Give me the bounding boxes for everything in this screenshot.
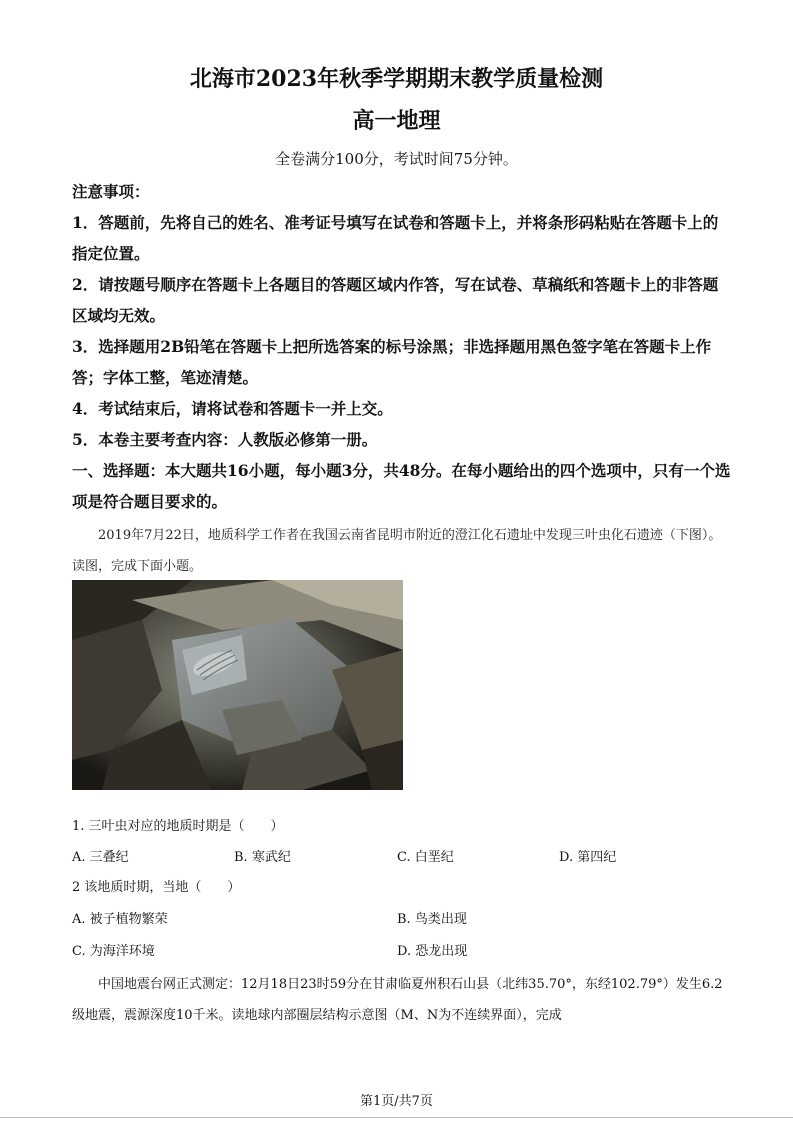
note-item-3: 3．选择题用2B铅笔在答题卡上把所选答案的标号涂黑；非选择题用黑色签字笔在答题卡上作答；字体工整，笔迹清楚。 [72,337,712,387]
q2-option-a[interactable]: A. 被子植物繁荣 [72,912,168,927]
note-item-5: 5．本卷主要考查内容：人教版必修第一册。 [72,430,378,449]
note-item-1: 1．答题前，先将自己的姓名、准考证号填写在试卷和答题卡上，并将条形码粘贴在答题卡上的指定位置。 [72,213,719,263]
q1-option-c[interactable]: C. 白垩纪 [397,850,454,865]
q1-option-d[interactable]: D. 第四纪 [559,850,617,865]
q1-option-b[interactable]: B. 寒武纪 [234,850,291,865]
q1-option-a[interactable]: A. 三叠纪 [72,850,129,865]
q2-option-c[interactable]: C. 为海洋环境 [72,944,155,959]
note-item-4: 4．考试结束后，请将试卷和答题卡一并上交。 [72,399,393,418]
trilobite-fossil-photo [72,580,403,790]
note-item-2: 2．请按题号顺序在答题卡上各题目的答题区域内作答，写在试卷、草稿纸和答题卡上的非答题区域均无效。 [72,275,719,325]
page-number: 第1页/共7页 [360,1094,433,1109]
bottom-rule [0,1117,793,1118]
section-heading: 一、选择题：本大题共16小题，每小题3分，共48分。在每小题给出的四个选项中，只有一个选项是符合题目要求的。 [72,461,731,511]
subject-title: 高一地理 [352,108,441,134]
notes-heading: 注意事项： [72,182,150,201]
question-1-stem: 1. 三叶虫对应的地质时期是（ ） [72,819,284,834]
question-2-stem: 2 该地质时期，当地（ ） [72,880,241,895]
passage-earthquake: 中国地震台网正式测定：12月18日23时59分在甘肃临夏州积石山县（北纬35.70°，东经102.79°）发生6.2级地震，震源深度10千米。读地球内部圈层结构示意图（M、N为不连续界面），完成 [72,977,723,1023]
exam-title: 北海市2023年秋季学期期末教学质量检测 [189,66,604,92]
exam-info: 全卷满分100分，考试时间75分钟。 [275,150,518,168]
passage-trilobite: 2019年7月22日，地质科学工作者在我国云南省昆明市附近的澄江化石遗址中发现三叶虫化石遗迹（下图）。读图，完成下面小题。 [72,528,722,574]
q2-option-b[interactable]: B. 鸟类出现 [397,912,467,927]
q2-option-d[interactable]: D. 恐龙出现 [397,944,468,959]
